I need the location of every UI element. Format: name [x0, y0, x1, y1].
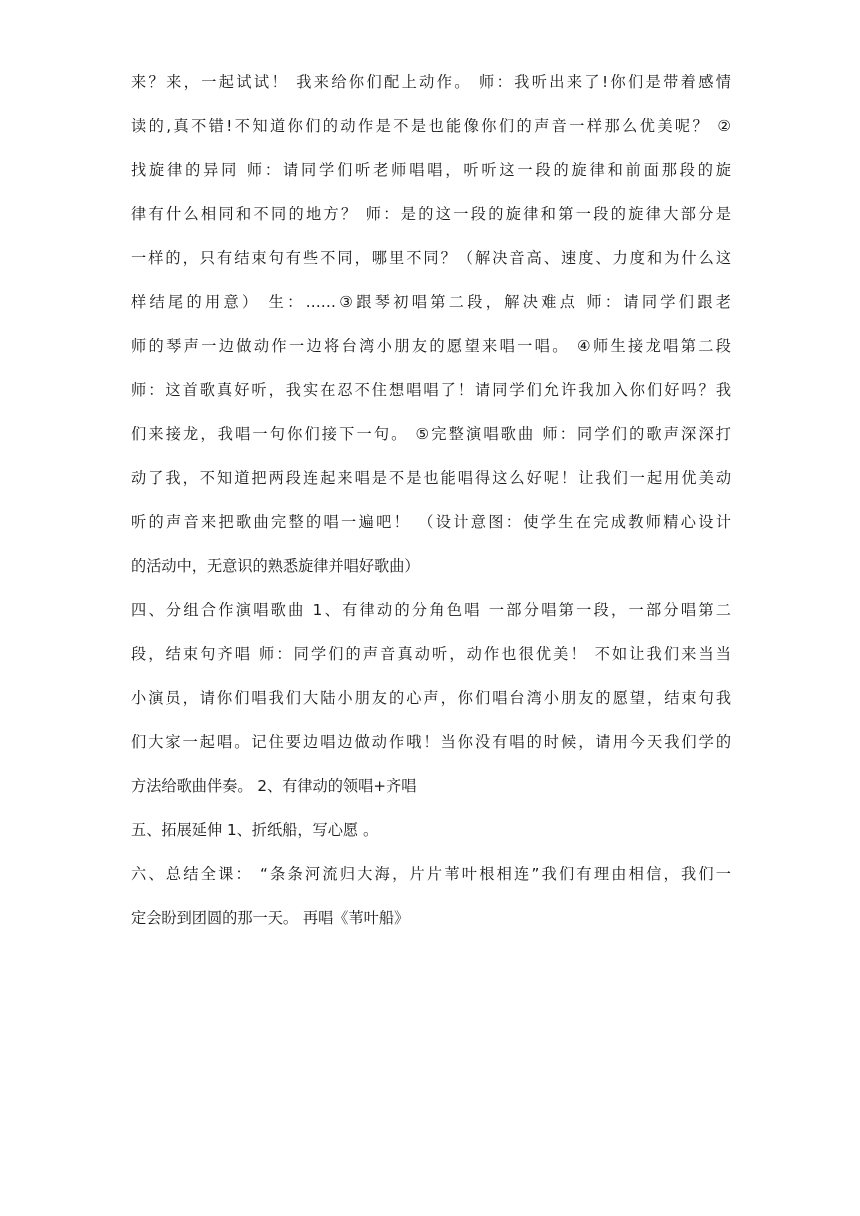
text-line: 定会盼到团圆的那一天。 再唱《苇叶船》: [131, 909, 410, 927]
text-line: 们大家一起唱。记住要边唱边做动作哦！当你没有唱的时候，请用今天我们学的: [131, 733, 731, 751]
text-line: 动了我，不知道把两段连起来唱是不是也能唱得这么好呢！让我们一起用优美动: [131, 469, 731, 487]
text-line: 读的,真不错!不知道你们的动作是不是也能像你们的声音一样那么优美呢？ ②: [131, 117, 731, 135]
text-line: 师：这首歌真好听，我实在忍不住想唱唱了！请同学们允许我加入你们好吗？我: [131, 381, 731, 399]
text-line: 们来接龙，我唱一句你们接下一句。 ⑤完整演唱歌曲 师：同学们的歌声深深打: [131, 425, 731, 443]
text-line: 段，结束句齐唱 师：同学们的声音真动听，动作也很优美！ 不如让我们来当当: [131, 645, 731, 663]
text-line: 一样的，只有结束句有些不同，哪里不同？（解决音高、速度、力度和为什么这: [131, 249, 731, 267]
text-line: 小演员，请你们唱我们大陆小朋友的心声，你们唱台湾小朋友的愿望，结束句我: [131, 689, 731, 707]
text-line: 师的琴声一边做动作一边将台湾小朋友的愿望来唱一唱。 ④师生接龙唱第二段: [131, 337, 731, 355]
text-line: 六、总结全课： “条条河流归大海，片片苇叶根相连”我们有理由相信，我们一: [131, 865, 731, 883]
text-line: 找旋律的异同 师：请同学们听老师唱唱，听听这一段的旋律和前面那段的旋: [131, 161, 731, 179]
text-line: 来？来，一起试试！ 我来给你们配上动作。 师：我听出来了!你们是带着感情: [131, 73, 731, 91]
text-line: 方法给歌曲伴奏。 2、有律动的领唱+齐唱: [131, 777, 417, 795]
text-line: 四、分组合作演唱歌曲 1、有律动的分角色唱 一部分唱第一段，一部分唱第二: [131, 601, 731, 619]
document-body: [131, 60, 731, 940]
text-line: 听的声音来把歌曲完整的唱一遍吧！ （设计意图：使学生在完成教师精心设计: [131, 513, 731, 531]
text-line: 五、拓展延伸 1、折纸船，写心愿 。: [131, 821, 379, 839]
text-line: 的活动中，无意识的熟悉旋律并唱好歌曲）: [131, 557, 420, 575]
text-line: 样结尾的用意） 生：……③跟琴初唱第二段，解决难点 师：请同学们跟老: [131, 293, 731, 311]
text-line: 律有什么相同和不同的地方？ 师：是的这一段的旋律和第一段的旋律大部分是: [131, 205, 731, 223]
